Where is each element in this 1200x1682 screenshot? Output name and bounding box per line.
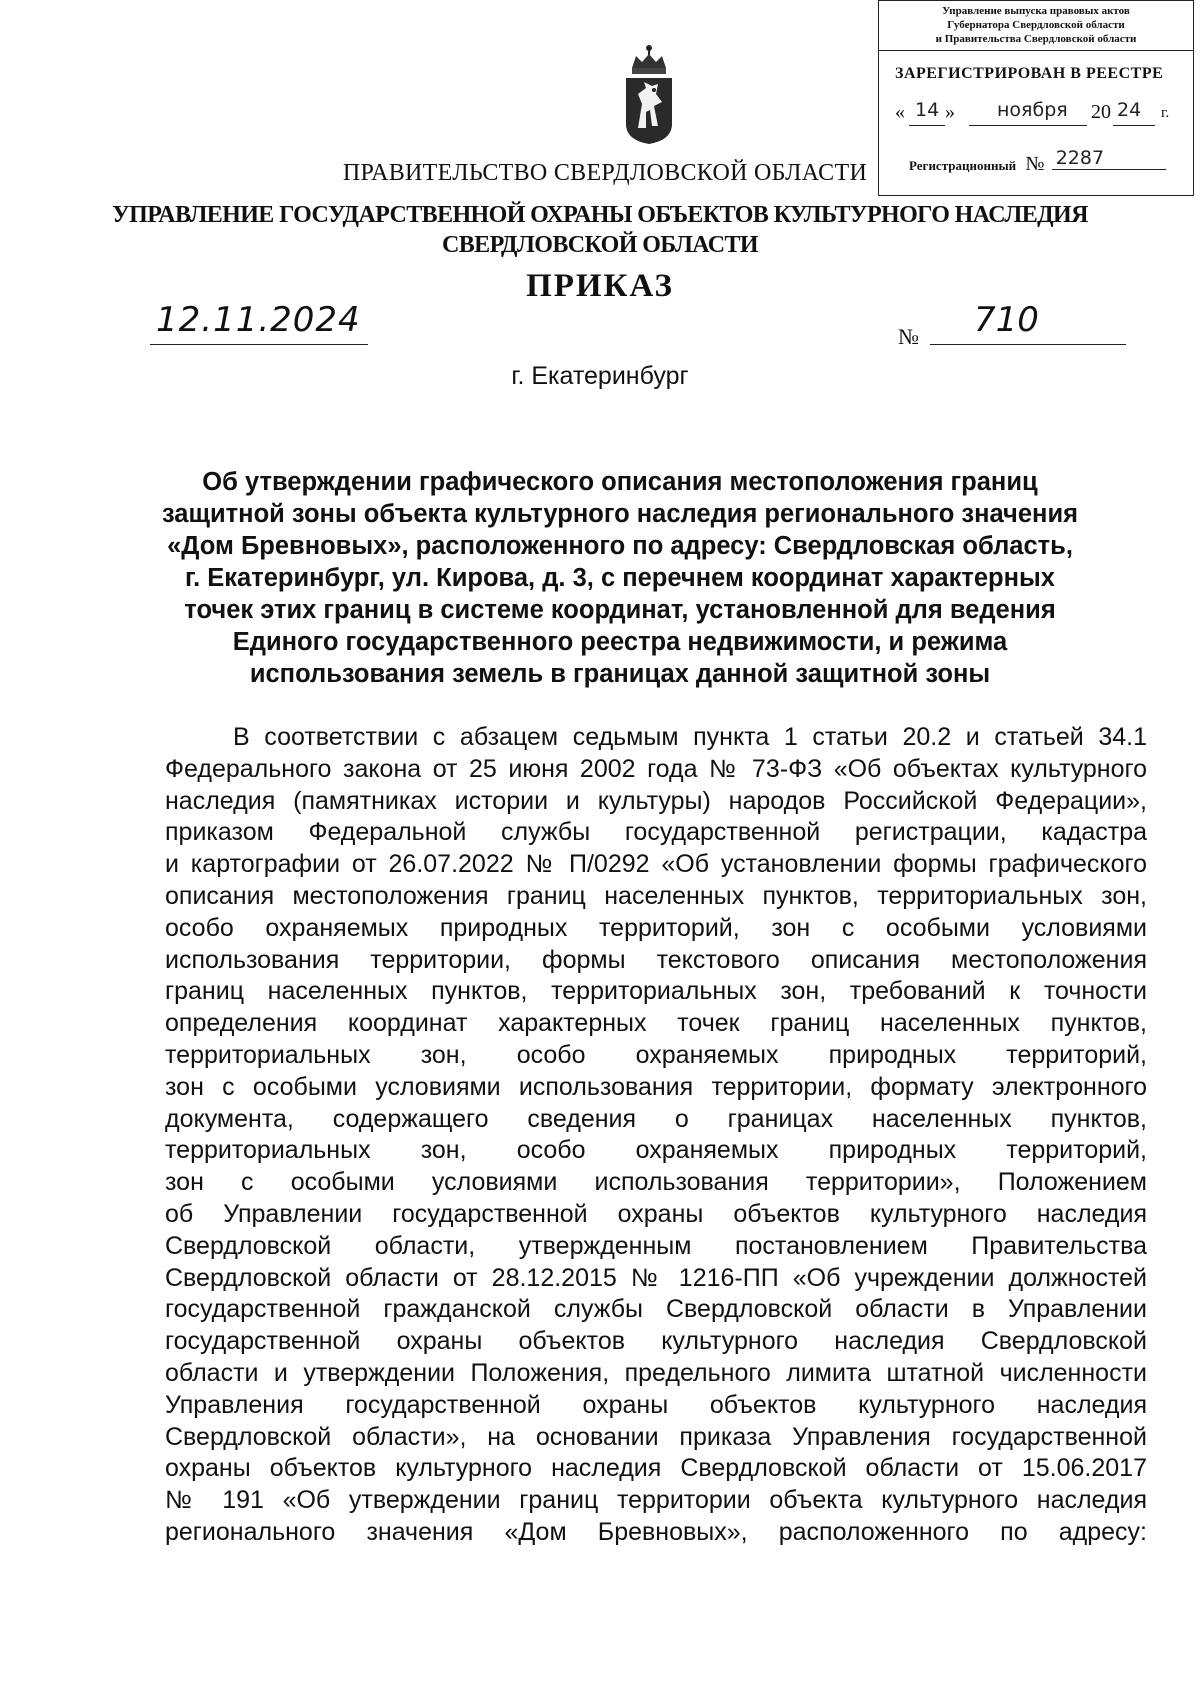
body-line: № 191 «Об утверждении границ территории объекта культурного наследия xyxy=(165,1486,1147,1515)
stamp-header xyxy=(879,1,1193,51)
body-line: особо охраняемых природных территорий, зон с особыми условиями xyxy=(165,913,1147,942)
body-line: и картографии от 26.07.2022 № П/0292 «Об установлении формы графического xyxy=(165,850,1147,879)
body-line: государственной гражданской службы Свердловской области в Управлении xyxy=(165,1295,1147,1324)
coat-of-arms-icon xyxy=(618,44,680,146)
body-line: территориальных зон, особо охраняемых природных территорий, xyxy=(165,1136,1147,1165)
body-line: Свердловской области, утвержденным постановлением Правительства xyxy=(165,1231,1147,1260)
stamp-header-line: Управление выпуска правовых актов xyxy=(942,5,1130,17)
body-line: территориальных зон, особо охраняемых природных территорий, xyxy=(165,1040,1147,1069)
government-name: ПРАВИТЕЛЬСТВО СВЕРДЛОВСКОЙ ОБЛАСТИ xyxy=(342,160,868,186)
body-line: Федерального закона от 25 июня 2002 года № 73-ФЗ «Об объектах культурного xyxy=(165,754,1147,783)
body-line: охраны объектов культурного наследия Свердловской области от 15.06.2017 xyxy=(165,1454,1147,1483)
stamp-date xyxy=(895,101,1191,131)
body-paragraph xyxy=(165,722,1147,1549)
body-line: границ населенных пунктов, территориальных зон, требований к точности xyxy=(165,977,1147,1006)
title-line: Об утверждении графического описания местоположения границ xyxy=(202,468,1038,496)
stamp-reg-value: 2287 xyxy=(1052,147,1166,170)
stamp-header-line: и Правительства Свердловской области xyxy=(935,33,1137,45)
stamp-reg-label: Регистрационный xyxy=(909,158,1017,173)
order-number-field xyxy=(930,300,1126,345)
body-line: зон с особыми условиями использования территории», Положением xyxy=(165,1168,1147,1197)
body-line: наследия (памятниках истории и культуры) народов Российской Федерации», xyxy=(165,786,1147,815)
body-line: документа, содержащего сведения о границах населенных пунктов, xyxy=(165,1104,1147,1133)
body-line: приказом Федеральной службы государственной регистрации, кадастра xyxy=(165,818,1147,847)
body-line: регионального значения «Дом Бревновых», расположенного по адресу: xyxy=(165,1517,1147,1546)
document-title xyxy=(150,466,1090,690)
body-line: Свердловской области от 28.12.2015 № 1216-ПП «Об учреждении должностей xyxy=(165,1263,1147,1292)
order-date-field xyxy=(150,300,368,345)
body-line: определения координат характерных точек границ населенных пунктов, xyxy=(165,1009,1147,1038)
stamp-day: 14 xyxy=(915,99,940,121)
order-number-handwritten: 710 xyxy=(974,300,1039,340)
title-line: использования земель в границах данной защитной зоны xyxy=(249,660,991,688)
body-line: Управления государственной охраны объектов культурного наследия xyxy=(165,1390,1147,1419)
department-name xyxy=(0,200,1200,260)
order-number-sign: № xyxy=(898,324,919,349)
stamp-quote-close: » xyxy=(945,101,955,123)
body-line: Свердловской области», на основании приказа Управления государственной xyxy=(165,1422,1147,1451)
department-line: СВЕРДЛОВСКОЙ ОБЛАСТИ xyxy=(442,232,758,258)
body-line: описания местоположения границ населенных пунктов, территориальных зон, xyxy=(165,881,1147,910)
stamp-year-suffix: 24 xyxy=(1117,99,1142,121)
order-date-handwritten: 12.11.2024 xyxy=(156,300,361,340)
stamp-month: ноября xyxy=(997,99,1068,121)
body-line: В соответствии с абзацем седьмым пункта 1 статьи 20.2 и статьей 34.1 xyxy=(233,723,1147,751)
title-line: защитной зоны объекта культурного наследия регионального значения xyxy=(161,500,1079,528)
stamp-quote-open: « xyxy=(895,101,905,123)
body-line: использования территории, формы текстового описания местоположения xyxy=(165,945,1147,974)
body-line: государственной охраны объектов культурного наследия Свердловской xyxy=(165,1327,1147,1356)
title-line: точек этих границ в системе координат, установленной для ведения xyxy=(184,596,1056,624)
stamp-year-prefix: 20 xyxy=(1091,101,1111,123)
title-line: г. Екатеринбург, ул. Кирова, д. 3, с перечнем координат характерных xyxy=(185,564,1055,592)
stamp-no-sign: № xyxy=(1025,153,1045,175)
stamp-registered-label: ЗАРЕГИСТРИРОВАН В РЕЕСТРЕ xyxy=(895,65,1164,82)
body-line: области и утверждении Положения, предельного лимита штатной численности xyxy=(165,1358,1147,1387)
department-line: УПРАВЛЕНИЕ ГОСУДАРСТВЕННОЙ ОХРАНЫ ОБЪЕКТОВ КУЛЬТУРНОГО НАСЛЕДИЯ xyxy=(112,202,1088,228)
document-type: ПРИКАЗ xyxy=(526,268,674,304)
title-line: Единого государственного реестра недвижимости, и режима xyxy=(232,628,1008,656)
stamp-year-unit: г. xyxy=(1161,105,1170,121)
city-name: г. Екатеринбург xyxy=(511,362,689,390)
body-line: зон с особыми условиями использования территории, формату электронного xyxy=(165,1072,1147,1101)
stamp-header-line: Губернатора Свердловской области xyxy=(947,19,1125,31)
body-line: об Управлении государственной охраны объектов культурного наследия xyxy=(165,1199,1147,1228)
title-line: «Дом Бревновых», расположенного по адресу: Свердловская область, xyxy=(167,532,1073,560)
